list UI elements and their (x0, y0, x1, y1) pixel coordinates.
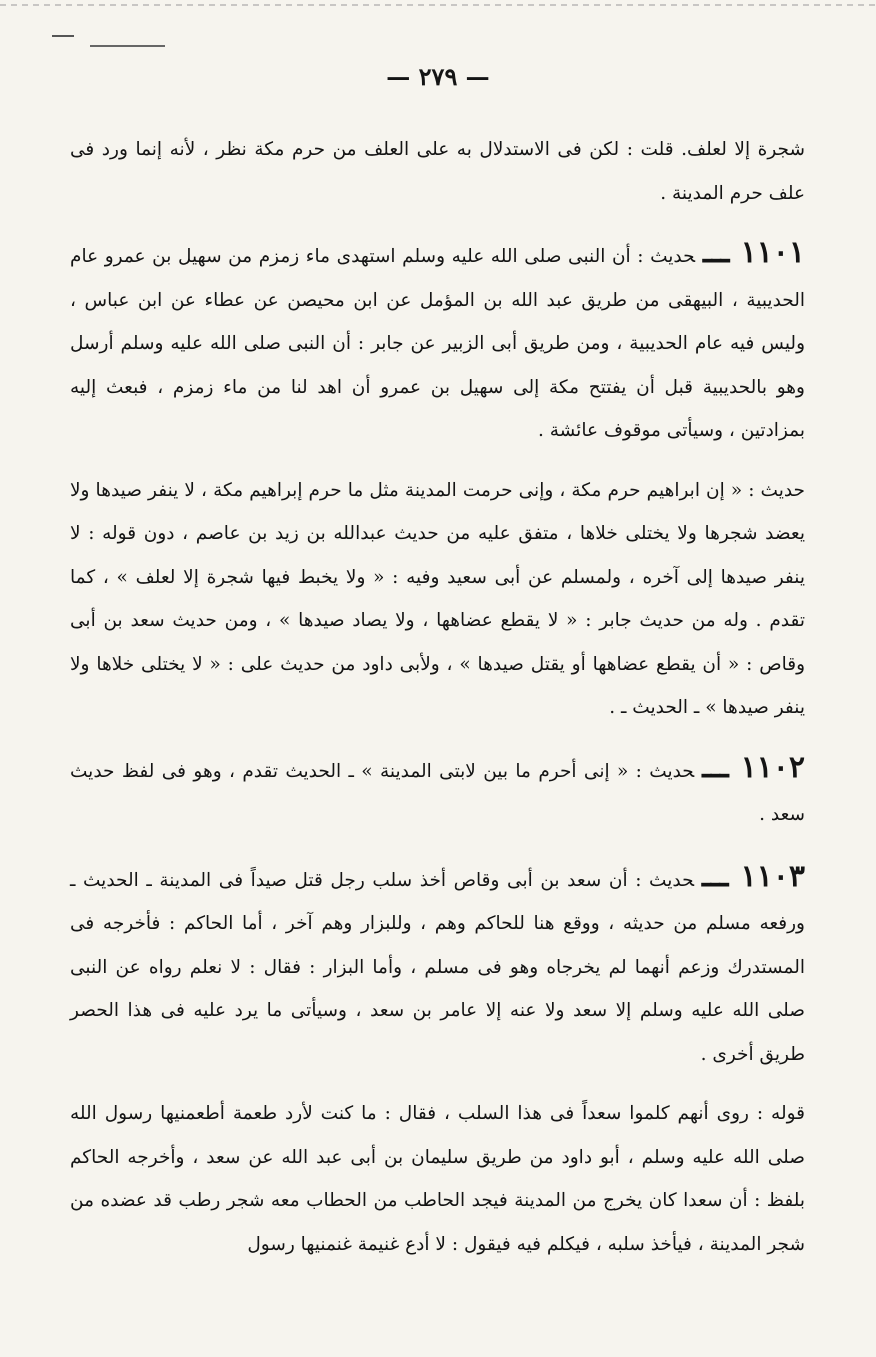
scan-mark (52, 35, 74, 37)
paragraph-hadith-haram: حديث : « إن ابراهيم حرم مكة ، وإنى حرمت المدينة مثل ما حرم إبراهيم مكة ، لا ينفر صيدها ولا يعضد شجرها ولا يختلى خلاها ، متفق عليه من حديث عبدالله بن زيد بن عاصم ، دون قوله : لا ينفر صيدها إلى آخره ، ولمسلم عن أبى سعيد وفيه : « ولا يخبط فيها شجرة إلا لعلف » ، كما تقدم . وله من حديث جابر : « لا يقطع عضاهها ، ولا يصاد صيدها » ، ومن حديث سعد بن أبى وقاص : « أن يقطع عضاهها أو يقتل صيدها » ، ولأبى داود من حديث على : « لا يختلى خلاها ولا ينفر صيدها » ـ الحديث ـ . (70, 479, 805, 718)
entry-1101: ١١٠١ ـــحديث : أن النبى صلى الله عليه وسلم استهدى ماء زمزم من سهيل بن عمرو عام الحديبية ، البيهقى من طريق عبد الله بن المؤمل عن ابن محيصن عن عطاء عن ابن عباس ، وليس فيه عام الحديبية ، ومن طريق أبى الزبير عن جابر : أن النبى صلى الله عليه وسلم أرسل وهو بالحديبية قبل أن يفتتح مكة إلى سهيل بن عمرو أن اهد لنا من ماء زمزم ، فبعث إليه بمزادتين ، وسيأتى موقوف عائشة . (70, 235, 806, 441)
scan-top-edge (0, 4, 876, 6)
paragraph-qawluh: قوله : روى أنهم كلموا سعداً فى هذا السلب ، فقال : ما كنت لأرد طعمة أطعمنيها رسول الله صلى الله عليه وسلم ، أبو داود من طريق سليمان بن أبى عبد الله عن سعد ، وأخرجه الحاكم بلفظ : أن سعدا كان يخرج من المدينة فيجد الحاطب من الحطاب معه شجر رطب قد عضده من شجر المدينة ، فيأخذ سلبه ، فيكلم فيه فيقول : لا أدع غنيمة غنمنيها رسول (70, 1103, 805, 1255)
paragraph-continuation: شجرة إلا لعلف. قلت : لكن فى الاستدلال به على العلف من حرم مكة نظر ، لأنه إنما ورد فى علف حرم المدينة . (70, 139, 805, 204)
entry-number: ١١٠٢ ـــ (702, 749, 806, 785)
scan-mark (90, 45, 165, 47)
page-body (70, 128, 805, 1266)
page-number: — ٢٧٩ — (386, 62, 490, 91)
entry-number: ١١٠٣ ـــ (702, 858, 805, 894)
entry-1103: ١١٠٣ ـــحديث : أن سعد بن أبى وقاص أخذ سلب رجل قتل صيداً فى المدينة ـ الحديث ـ ورفعه مسلم من حديثه ، ووقع هنا للحاكم وهم ، وللبزار وهم آخر ، أما الحاكم : فأخرجه فى المستدرك وزعم أنهما لم يخرجاه وهو فى مسلم ، وأما البزار : فقال : لا نعلم رواه عن النبى صلى الله عليه وسلم إلا سعد ولا عنه إلا عامر بن سعد ، وسيأتى ما يرد عليه فى هذا الحصر طريق أخرى . (70, 858, 805, 1065)
entry-1102: ١١٠٢ ـــحديث : « إنى أحرم ما بين لابتى المدينة » ـ الحديث تقدم ، وهو فى لفظ حديث سعد . (70, 749, 806, 825)
entry-number: ١١٠١ ـــ (703, 235, 806, 270)
